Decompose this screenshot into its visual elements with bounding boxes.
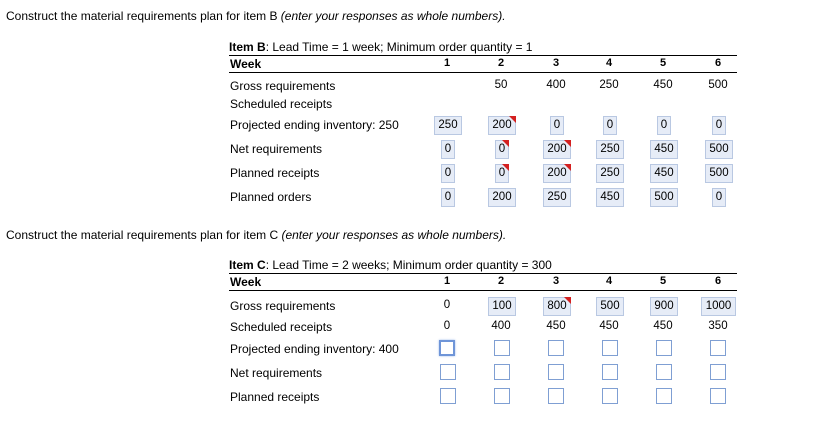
item-b-title-rest: : Lead Time = 1 week; Minimum order quantity = 1 xyxy=(265,40,533,54)
answer-cell[interactable]: 450 xyxy=(596,188,624,207)
answer-cell[interactable]: 0 xyxy=(441,140,455,159)
input-box[interactable] xyxy=(494,340,510,356)
incorrect-flag-icon xyxy=(502,164,509,171)
item-c-instruction-note: (enter your responses as whole numbers). xyxy=(281,228,507,242)
answer-cell[interactable]: 250 xyxy=(434,116,462,135)
input-box[interactable] xyxy=(656,340,672,356)
answer-cell[interactable]: 0 xyxy=(441,188,455,207)
incorrect-flag-icon xyxy=(564,140,571,147)
week-2: 2 xyxy=(497,57,505,69)
input-box[interactable] xyxy=(548,388,564,404)
answer-cell[interactable] xyxy=(543,164,571,183)
input-box[interactable] xyxy=(602,388,618,404)
input-box[interactable] xyxy=(494,364,510,380)
input-box[interactable] xyxy=(602,340,618,356)
item-b-scheduled-label: Scheduled receipts xyxy=(230,97,333,111)
answer-cell[interactable] xyxy=(543,297,571,316)
answer-cell[interactable]: 100 xyxy=(488,297,516,316)
item-c-instruction xyxy=(6,228,506,242)
row-label: Planned orders xyxy=(230,190,312,204)
answer-cell[interactable]: 900 xyxy=(650,297,678,316)
week-5: 5 xyxy=(659,275,667,287)
answer-cell[interactable]: 1000 xyxy=(701,297,736,316)
answer-cell[interactable]: 0 xyxy=(712,116,726,135)
row-label: Gross requirements xyxy=(230,79,336,93)
answer-cell[interactable]: 0 xyxy=(712,188,726,207)
item-c-week-header xyxy=(229,273,737,291)
cell: 450 xyxy=(653,320,673,332)
row-label: Projected ending inventory: 400 xyxy=(230,342,399,356)
answer-value: 0 xyxy=(498,167,506,179)
incorrect-flag-icon xyxy=(564,297,571,304)
item-c-instruction-text: Construct the material requirements plan for item C xyxy=(6,228,282,242)
input-box[interactable] xyxy=(494,388,510,404)
item-c-title xyxy=(229,257,737,273)
answer-cell[interactable] xyxy=(495,140,509,159)
answer-cell[interactable]: 250 xyxy=(596,164,624,183)
row-label: Planned receipts xyxy=(230,390,320,404)
cell: 450 xyxy=(546,320,566,332)
input-box[interactable] xyxy=(710,364,726,380)
week-4: 4 xyxy=(605,275,613,287)
item-c-title-item: Item C xyxy=(229,258,266,272)
input-box[interactable] xyxy=(656,388,672,404)
answer-value: 200 xyxy=(492,119,512,131)
answer-cell[interactable]: 450 xyxy=(650,164,678,183)
row-label: Scheduled receipts xyxy=(230,320,333,334)
input-box[interactable] xyxy=(440,388,456,404)
input-box[interactable] xyxy=(602,364,618,380)
row-label: Net requirements xyxy=(230,366,323,380)
cell: 0 xyxy=(443,320,451,332)
answer-cell[interactable]: 250 xyxy=(543,188,571,207)
item-b-instruction-text: Construct the material requirements plan for item B xyxy=(6,9,281,23)
cell: 400 xyxy=(546,79,566,91)
row-label: Gross requirements xyxy=(230,299,336,313)
input-box[interactable] xyxy=(439,340,455,356)
input-box[interactable] xyxy=(710,340,726,356)
week-5: 5 xyxy=(659,57,667,69)
week-3: 3 xyxy=(552,275,560,287)
item-b-instruction-note: (enter your responses as whole numbers). xyxy=(280,9,506,23)
incorrect-flag-icon xyxy=(502,140,509,147)
answer-cell[interactable]: 500 xyxy=(596,297,624,316)
row-label: Net requirements xyxy=(230,142,323,156)
input-box[interactable] xyxy=(440,364,456,380)
incorrect-flag-icon xyxy=(564,164,571,171)
cell: 500 xyxy=(708,79,728,91)
cell: 400 xyxy=(491,320,511,332)
item-c-table xyxy=(229,257,737,291)
row-label: Planned receipts xyxy=(230,166,320,180)
cell: 450 xyxy=(653,79,673,91)
answer-cell[interactable]: 200 xyxy=(488,188,516,207)
answer-cell[interactable] xyxy=(495,164,509,183)
input-box[interactable] xyxy=(548,364,564,380)
input-box[interactable] xyxy=(548,340,564,356)
item-b-table xyxy=(229,39,737,73)
week-6: 6 xyxy=(714,57,722,69)
answer-cell[interactable]: 0 xyxy=(550,116,564,135)
cell: 450 xyxy=(599,320,619,332)
answer-value: 0 xyxy=(498,143,506,155)
answer-cell[interactable]: 250 xyxy=(596,140,624,159)
week-label: Week xyxy=(230,275,262,289)
cell: 50 xyxy=(494,79,508,91)
week-2: 2 xyxy=(497,275,505,287)
row-label: Projected ending inventory: 250 xyxy=(230,118,399,132)
answer-cell[interactable]: 0 xyxy=(657,116,671,135)
answer-cell[interactable]: 0 xyxy=(603,116,617,135)
cell: 0 xyxy=(443,299,451,311)
cell: 350 xyxy=(708,320,728,332)
item-b-week-header xyxy=(229,55,737,73)
item-c-title-rest: : Lead Time = 2 weeks; Minimum order quantity = 300 xyxy=(265,258,552,272)
week-3: 3 xyxy=(552,57,560,69)
answer-cell[interactable]: 0 xyxy=(441,164,455,183)
answer-cell[interactable]: 450 xyxy=(650,140,678,159)
week-4: 4 xyxy=(605,57,613,69)
input-box[interactable] xyxy=(710,388,726,404)
cell: 250 xyxy=(599,79,619,91)
answer-cell[interactable] xyxy=(543,140,571,159)
answer-value: 200 xyxy=(547,167,567,179)
input-box[interactable] xyxy=(656,364,672,380)
answer-cell[interactable]: 500 xyxy=(650,188,678,207)
week-6: 6 xyxy=(714,275,722,287)
answer-cell[interactable]: 500 xyxy=(705,164,733,183)
answer-cell[interactable]: 500 xyxy=(705,140,733,159)
item-b-title-item: Item B xyxy=(229,40,266,54)
incorrect-flag-icon xyxy=(509,116,516,123)
week-1: 1 xyxy=(443,57,451,69)
answer-cell[interactable] xyxy=(488,116,516,135)
answer-value: 800 xyxy=(547,300,567,312)
item-b-instruction xyxy=(6,9,506,23)
answer-value: 200 xyxy=(547,143,567,155)
item-b-title xyxy=(229,39,737,55)
week-label: Week xyxy=(230,57,262,71)
week-1: 1 xyxy=(443,275,451,287)
